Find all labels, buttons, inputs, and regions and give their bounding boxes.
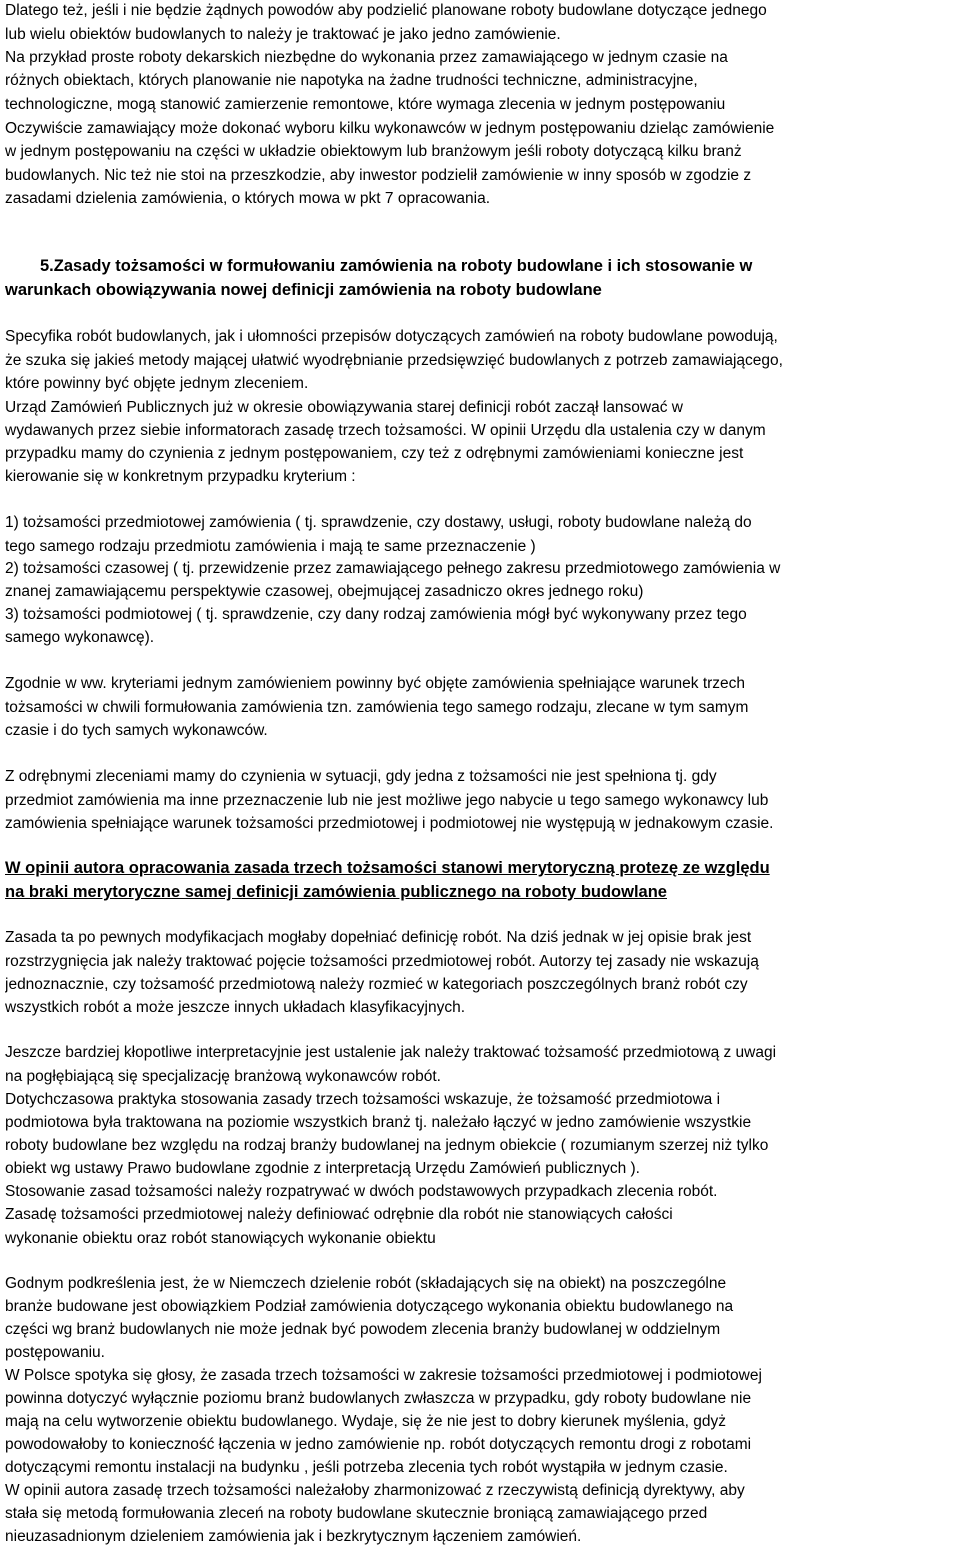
criteria-line: znanej zamawiającemu perspektywie czasowej, obejmującej zasadniczo okres jednego roku) (5, 583, 644, 600)
text-line: Oczywiście zamawiający może dokonać wyboru kilku wykonawców w jednym postępowaniu dzieląc zamówienie (5, 120, 775, 137)
text-line: czasie i do tych samych wykonawców. (5, 722, 268, 739)
text-line: wykonanie obiektu oraz robót stanowiących wykonanie obiektu (5, 1230, 436, 1247)
text-line: które powinny być objęte jednym zleceniem. (5, 375, 309, 392)
text-line: branże budowane jest obowiązkiem Podział zamówienia dotyczącego wykonania obiektu budowlanego na (5, 1298, 734, 1315)
criteria-line: tego samego rodzaju przedmiotu zamówienia i mają te same przeznaczenie ) (5, 538, 536, 555)
text-line: na pogłębiającą się specjalizację branżową wykonawców robót. (5, 1068, 441, 1085)
text-line: zasadami dzielenia zamówienia, o których mowa w pkt 7 opracowania. (5, 190, 491, 207)
text-line: części wg branż budowlanych nie może jednak być powodem zlecenia branży budowlanej w oddzielnym (5, 1321, 721, 1338)
opinion-heading: W opinii autora opracowania zasada trzech tożsamości stanowi merytoryczną protezę ze względu (5, 859, 770, 877)
text-line: Zasada ta po pewnych modyfikacjach mogłaby dopełniać definicję robót. Na dziś jednak w jej opisie brak jest (5, 929, 752, 946)
text-line: że szuka się jakieś metody mającej ułatwić wyodrębnianie przedsięwzięć budowlanych z potrzeb zamawiającego, (5, 352, 783, 369)
text-line: jednoznacznie, czy tożsamość przedmiotową należy rozmieć w kategoriach poszczególnych branż robót czy (5, 976, 748, 993)
text-line: Dlatego też, jeśli i nie będzie żądnych powodów aby podzielić planowane roboty budowlane dotyczące jednego (5, 2, 767, 19)
text-line: Zasadę tożsamości przedmiotowej należy definiować odrębnie dla robót nie stanowiących całości (5, 1206, 673, 1223)
text-line: Zgodnie w ww. kryteriami jednym zamówieniem powinny być objęte zamówienia spełniające warunek trzech (5, 675, 746, 692)
criteria-line: 2) tożsamości czasowej ( tj. przewidzenie przez zamawiającego pełnego zakresu przedmiotowego zamówienia w (5, 560, 781, 577)
text-line: Jeszcze bardziej kłopotliwe interpretacyjnie jest ustalenie jak należy traktować tożsamość przedmiotową z uwagi (5, 1044, 777, 1061)
text-line: powodowałoby to konieczność łączenia w jedno zamówienie np. robót dotyczących remontu drogi z robotami (5, 1436, 752, 1453)
text-line: zamówienia spełniające warunek tożsamości przedmiotowej i podmiotowej nie występują w jednakowym czasie. (5, 815, 774, 832)
text-line: powinna dotyczyć wyłącznie poziomu branż budowlanych zwłaszcza w przypadku, gdy roboty budowlane nie (5, 1390, 752, 1407)
text-line: Godnym podkreślenia jest, że w Niemczech dzielenie robót (składających się na obiekt) na poszczególne (5, 1275, 727, 1292)
text-line: dotyczącymi remontu instalacji na budynku , jeśli potrzeba zlecenia tych robót wystąpiła w jednym czasie. (5, 1459, 728, 1476)
text-line: Stosowanie zasad tożsamości należy rozpatrywać w dwóch podstawowych przypadkach zlecenia robót. (5, 1183, 718, 1200)
criteria-line: samego wykonawcę). (5, 629, 155, 646)
criteria-line: 3) tożsamości podmiotowej ( tj. sprawdzenie, czy dany rodzaj zamówienia mógł być wykonywany przez tego (5, 606, 747, 623)
text-line: Z odrębnymi zleceniami mamy do czynienia w sytuacji, gdy jedna z tożsamości nie jest spełniona tj. gdy (5, 768, 717, 785)
text-line: W Polsce spotyka się głosy, że zasada trzech tożsamości w zakresie tożsamości przedmiotowej i podmiotowej (5, 1367, 762, 1384)
text-line: kierowanie się w konkretnym przypadku kryterium : (5, 468, 356, 485)
opinion-heading: na braki merytoryczne samej definicji zamówienia publicznego na roboty budowlane (5, 883, 667, 901)
text-line: Na przykład proste roboty dekarskich niezbędne do wykonania przez zamawiającego w jednym czasie na (5, 49, 728, 66)
text-line: Urząd Zamówień Publicznych już w okresie obowiązywania starej definicji robót zaczął lansować w (5, 399, 683, 416)
text-line: budowlanych. Nic też nie stoi na przeszkodzie, aby inwestor podzielił zamówienie w inny sposób w zgodzie z (5, 167, 752, 184)
section-heading: warunkach obowiązywania nowej definicji zamówienia na roboty budowlane (5, 281, 602, 299)
text-line: stała się metodą formułowania zleceń na roboty budowlane skutecznie broniącą zamawiającego przed (5, 1505, 708, 1522)
text-line: Specyfika robót budowlanych, jak i ułomności przepisów dotyczących zamówień na roboty budowlane powodują, (5, 328, 778, 345)
criteria-line: 1) tożsamości przedmiotowej zamówienia ( tj. sprawdzenie, czy dostawy, usługi, roboty budowlane należą do (5, 514, 752, 531)
text-line: przypadku mamy do czynienia z jednym postępowaniem, czy też z odrębnymi zamówieniami konieczne jest (5, 445, 744, 462)
text-line: wszystkich robót a może jeszcze innych układach klasyfikacyjnych. (5, 999, 466, 1016)
section-heading: 5.Zasady tożsamości w formułowaniu zamówienia na roboty budowlane i ich stosowanie w (40, 257, 753, 275)
text-line: przedmiot zamówienia ma inne przeznaczenie lub nie jest możliwe jego nabycie u tego samego wykonawcy lub (5, 792, 769, 809)
text-line: rozstrzygnięcia jak należy traktować pojęcie tożsamości przedmiotowej robót. Autorzy tej zasady nie wskazują (5, 953, 759, 970)
text-line: postępowaniu. (5, 1344, 105, 1361)
text-line: Dotychczasowa praktyka stosowania zasady trzech tożsamości wskazuje, że tożsamość przedmiotowa i (5, 1091, 721, 1108)
text-line: roboty budowlane bez względu na rodzaj branży budowlanej na jednym obiekcie ( rozumianym szerzej niż tylko (5, 1137, 769, 1154)
text-line: obiekt wg ustawy Prawo budowlane zgodnie z interpretacją Urzędu Zamówień publicznych ). (5, 1160, 640, 1177)
text-line: W opinii autora zasadę trzech tożsamości należałoby zharmonizować z rzeczywistą definicją dyrektywy, aby (5, 1482, 745, 1499)
text-line: wydawanych przez siebie informatorach zasadę trzech tożsamości. W opinii Urzędu dla ustalenia czy w danym (5, 422, 766, 439)
text-line: nieuzasadnionym dzieleniem zamówienia jak i bezkrytycznym łączeniem zamówień. (5, 1528, 582, 1545)
text-line: technologiczne, mogą stanowić zamierzenie remontowe, które wymaga zlecenia w jednym postępowaniu (5, 96, 726, 113)
text-line: lub wielu obiektów budowlanych to należy je traktować je jako jedno zamówienie. (5, 26, 561, 43)
text-line: tożsamości w chwili formułowania zamówienia tzn. zamówienia tego samego rodzaju, zlecane w tym samym (5, 699, 749, 716)
text-line: różnych obiektach, których planowanie nie napotyka na żadne trudności techniczne, administracyjne, (5, 72, 698, 89)
text-line: podmiotowa była traktowana na poziomie wszystkich branż tj. należało łączyć w jedno zamówienie wszystkie (5, 1114, 752, 1131)
text-line: w jednym postępowaniu na części w układzie obiektowym lub branżowym jeśli roboty dotyczącą kilku branż (5, 143, 742, 160)
text-line: mają na celu wytworzenie obiektu budowlanego. Wydaje, się że nie jest to dobry kierunek myślenia, gdyż (5, 1413, 726, 1430)
